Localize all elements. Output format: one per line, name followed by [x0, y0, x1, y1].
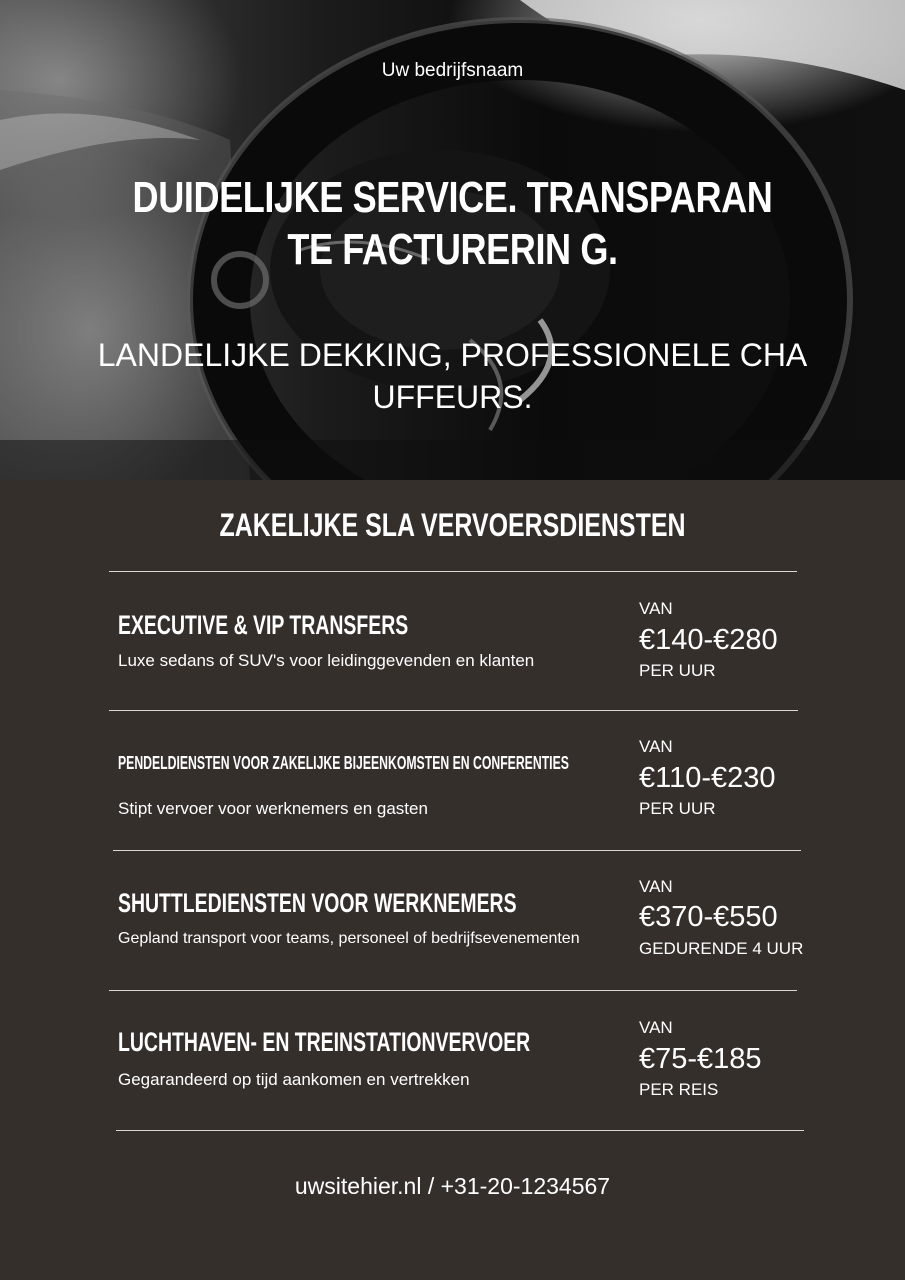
divider: [109, 990, 797, 991]
price-unit: PER UUR: [639, 661, 716, 680]
divider: [109, 571, 797, 572]
service-description: Gepland transport voor teams, personeel of bedrijfsevenementen: [118, 930, 580, 947]
divider: [113, 850, 801, 851]
price: €110-€230: [639, 762, 776, 794]
price-unit: PER UUR: [639, 799, 716, 818]
price: €140-€280: [639, 624, 778, 656]
hero-banner: [0, 0, 905, 480]
price-prefix: VAN: [639, 1018, 673, 1037]
price-prefix: VAN: [639, 877, 673, 896]
subheadline: LANDELIJKE DEKKING, PROFESSIONELE CHA UFFEURS.: [97, 337, 808, 415]
service-title: EXECUTIVE & VIP TRANSFERS: [118, 610, 409, 640]
service-title: PENDELDIENSTEN VOOR ZAKELIJKE BIJEENKOMSTEN EN CONFERENTIES: [118, 753, 569, 773]
price-prefix: VAN: [639, 737, 673, 756]
price: €370-€550: [639, 901, 778, 933]
service-title: SHUTTLEDIENSTEN VOOR WERKNEMERS: [118, 888, 517, 918]
service-description: Gegarandeerd op tijd aankomen en vertrekken: [118, 1070, 470, 1089]
headline: DUIDELIJKE SERVICE. TRANSPARANTE FACTURERIN G.: [132, 173, 773, 274]
divider: [116, 1130, 804, 1131]
contact-info: uwsitehier.nl / +31-20-1234567: [294, 1173, 611, 1199]
divider: [109, 710, 798, 711]
service-description: Luxe sedans of SUV's voor leidinggevenden en klanten: [118, 651, 535, 670]
services-title: ZAKELIJKE SLA VERVOERSDIENSTEN: [219, 507, 686, 543]
service-description: Stipt vervoer voor werknemers en gasten: [118, 799, 428, 818]
price-unit: PER REIS: [639, 1080, 719, 1099]
price: €75-€185: [639, 1043, 762, 1075]
company-name: Uw bedrijfsnaam: [381, 60, 524, 81]
price-unit: GEDURENDE 4 UUR: [639, 939, 804, 958]
price-prefix: VAN: [639, 599, 673, 618]
service-title: LUCHTHAVEN- EN TREINSTATIONVERVOER: [118, 1027, 531, 1057]
